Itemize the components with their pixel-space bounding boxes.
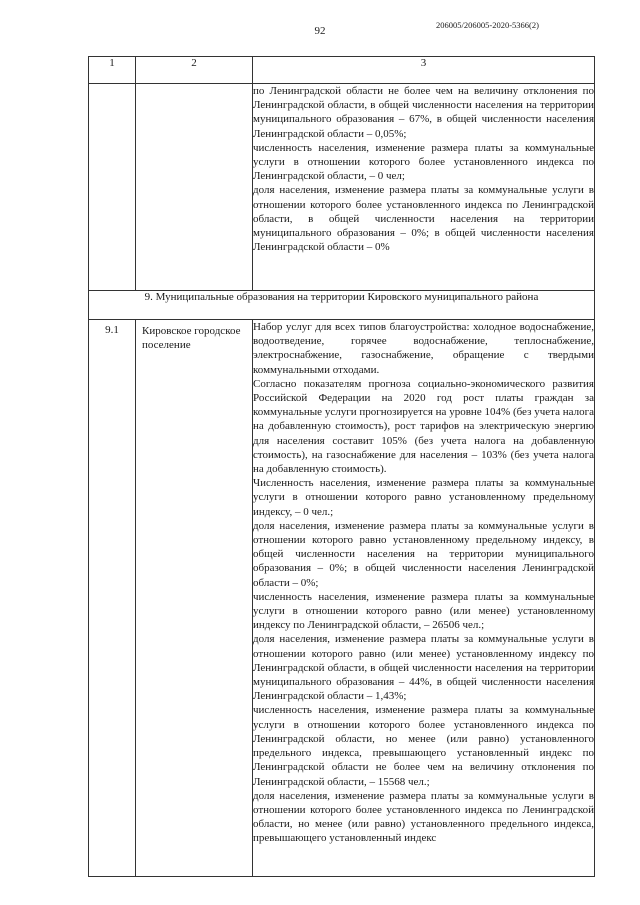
- description-paragraph: Численность населения, изменение размера платы за коммунальные услуги в отношении которого равно установленному предельному индексу, – 0 чел.;: [253, 477, 594, 518]
- continuation-paragraph: численность населения, изменение размера платы за коммунальные услуги в отношении которого более установленного индекса по Ленинградской области, – 0 чел;: [253, 141, 594, 183]
- continuation-row: [89, 84, 595, 291]
- continuation-paragraph: по Ленинградской области не более чем на величину отклонения по Ленинградской области, в общей численности населения на территории муниципального образования – 67%, в общей численности населения Ленинградской области – 0,05%;: [253, 85, 594, 140]
- continuation-paragraph: доля населения, изменение размера платы за коммунальные услуги в отношении которого более установленного индекса по Ленинградской области, в общей численности населения на территории муниципального образования – 0%; в общей численности населения Ленинградской области – 0%: [253, 184, 594, 254]
- section-title: 9. Муниципальные образования на территории Кировского муниципального района: [89, 291, 595, 320]
- description-paragraph: численность населения, изменение размера платы за коммунальные услуги в отношении которого равно (или менее) установленному индексу по Ленинградской области, – 26506 чел.;: [253, 590, 594, 632]
- column-header-1: 1: [89, 57, 136, 84]
- description-paragraph: доля населения, изменение размера платы за коммунальные услуги в отношении которого равно (или менее) установленному индексу по Ленинградской области, в общей численности населения на территории муниципального образования – 44%, в общей численности населения Ленинградской области – 1,43%;: [253, 633, 594, 703]
- description-cell: [253, 320, 595, 877]
- municipality-name: Кировское городское поселение: [136, 320, 253, 877]
- description-paragraph: численность населения, изменение размера платы за коммунальные услуги в отношении которого более установленного индекса по Ленинградской области, но менее (или равно) установленного предельного индекса, превышающего установленный индекс по Ленинградской области не более чем на величину отклонения по Ленинградской области, – 15568 чел.;: [253, 704, 594, 788]
- page-number: 92: [314, 25, 326, 37]
- document-table: [88, 56, 595, 877]
- table-row: [89, 320, 595, 877]
- document-code: 206005/206005-2020-5366(2): [436, 20, 539, 30]
- description-paragraph: Согласно показателям прогноза социально-экономического развития Российской Федерации на 2020 год рост платы граждан за коммунальные услуги прогнозируется на уровне 104% (без учета налога на добавленную стоимость), рост тарифов на электрическую энергию для населения составит 105% (без учета налога на добавленную стоимость), на газоснабжение для населения – 103% (без учета налога на добавленную стоимость).: [253, 377, 594, 476]
- description-paragraph: доля населения, изменение размера платы за коммунальные услуги в отношении которого более установленного индекса по Ленинградской области, но менее (или равно) установленного предельного индекса, превышающего установленный индекс: [253, 789, 594, 845]
- table-header-row: [89, 57, 595, 84]
- description-paragraph: доля населения, изменение размера платы за коммунальные услуги в отношении которого равно установленному предельному индексу, в общей численности населения на территории муниципального образования – 0%; в общей численности населения Ленинградской области – 0%;: [253, 519, 594, 589]
- row-number: 9.1: [89, 320, 136, 877]
- column-header-3: 3: [253, 57, 595, 84]
- column-header-2: 2: [136, 57, 253, 84]
- section-row: [89, 291, 595, 320]
- description-paragraph: Набор услуг для всех типов благоустройства: холодное водоснабжение, водоотведение, горячее водоснабжение, теплоснабжение, электроснабжение, газоснабжение, обращение с твердыми коммунальными отходами.: [253, 321, 594, 376]
- continuation-cell: [253, 84, 595, 291]
